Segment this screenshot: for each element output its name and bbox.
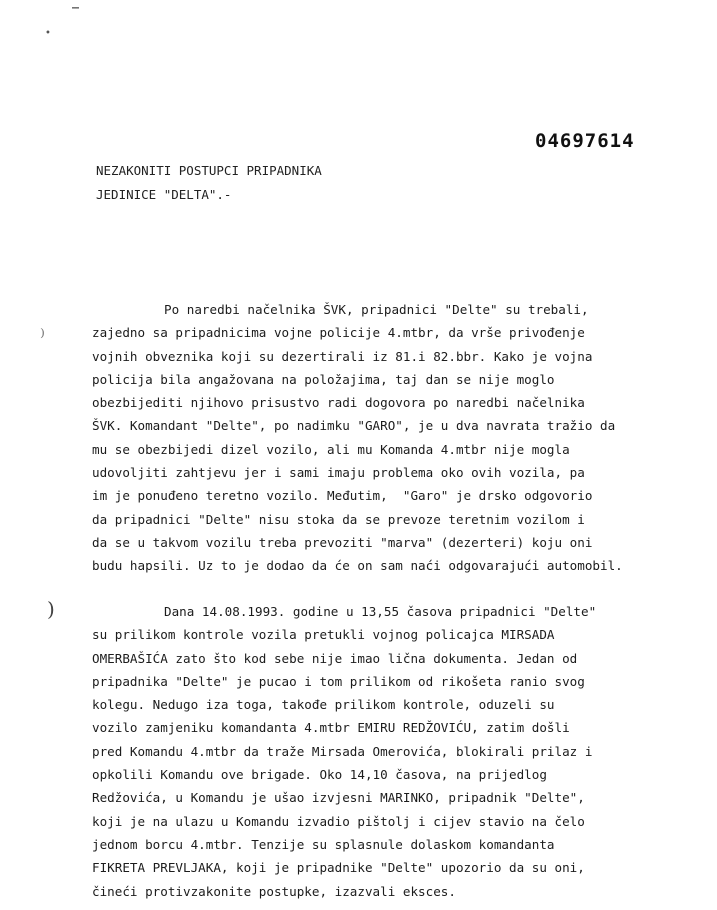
margin-handwritten-mark: ) xyxy=(47,597,55,621)
title-line-2: JEDINICE "DELTA".- xyxy=(96,187,232,202)
paragraph-line: pripadnika "Delte" je pucao i tom prilikom od rikošeta ranio svog xyxy=(92,673,585,689)
paragraph-line: budu hapsili. Uz to je dodao da će on sam naći odgovarajući automobil. xyxy=(92,558,623,574)
scan-mark-dot: • xyxy=(45,28,51,39)
paragraph-1 xyxy=(92,298,697,578)
paragraph-line: da se u takvom vozilu treba prevoziti "marva" (dezerteri) koju oni xyxy=(92,534,593,550)
document-title xyxy=(96,159,322,207)
paragraph-line: FIKRETA PREVLJAKA, koji je pripadnike "Delte" upozorio da su oni, xyxy=(92,860,585,876)
paragraph-line: im je ponuđeno teretno vozilo. Međutim, "Garo" je drsko odgovorio xyxy=(92,488,593,504)
paragraph-line: ŠVK. Komandant "Delte", po nadimku "GARO", je u dva navrata tražio da xyxy=(92,418,616,434)
paragraph-line: obezbijediti njihovo prisustvo radi dogovora po naredbi načelnika xyxy=(92,395,585,411)
paragraph-line: pred Komandu 4.mtbr da traže Mirsada Omerovića, blokirali prilaz i xyxy=(92,743,593,759)
paragraph-line: čineći protivzakonite postupke, izazvali eksces. xyxy=(92,883,456,899)
paragraph-line: udovoljiti zahtjevu jer i sami imaju problema oko ovih vozila, pa xyxy=(92,465,585,481)
paragraph-line: policija bila angažovana na položajima, taj dan se nije moglo xyxy=(92,371,555,387)
title-line-1: NEZAKONITI POSTUPCI PRIPADNIKA xyxy=(96,163,322,178)
paragraph-line: jednom borcu 4.mtbr. Tenzije su splasnule dolaskom komandanta xyxy=(92,836,555,852)
paragraph-line: opkolili Komandu ove brigade. Oko 14,10 časova, na prijedlog xyxy=(92,767,547,783)
paragraph-line: zajedno sa pripadnicima vojne policije 4.mtbr, da vrše privođenje xyxy=(92,325,585,341)
paragraph-line: da pripadnici "Delte" nisu stoka da se prevoze teretnim vozilom i xyxy=(92,511,585,527)
paragraph-line: Dana 14.08.1993. godine u 13,55 časova pripadnici "Delte" xyxy=(164,604,597,619)
paragraph-line: vozilo zamjeniku komandanta 4.mtbr EMIRU REDŽOVIĆU, zatim došli xyxy=(92,720,570,736)
paragraph-2 xyxy=(92,600,697,903)
paragraph-line: mu se obezbijedi dizel vozilo, ali mu Komanda 4.mtbr nije mogla xyxy=(92,441,570,457)
paragraph-line: kolegu. Nedugo iza toga, takođe prilikom kontrole, oduzeli su xyxy=(92,697,555,713)
paragraph-line: koji je na ulazu u Komandu izvadio pištolj i cijev stavio na čelo xyxy=(92,813,585,829)
paragraph-line: Redžovića, u Komandu je ušao izvjesni MARINKO, pripadnik "Delte", xyxy=(92,790,585,806)
paragraph-line: Po naredbi načelnika ŠVK, pripadnici "Delte" su trebali, xyxy=(164,302,589,317)
scan-mark-dash: ‾ xyxy=(72,6,79,22)
paragraph-line: OMERBAŠIĆA zato što kod sebe nije imao lična dokumenta. Jedan od xyxy=(92,650,578,666)
document-number: 04697614 xyxy=(535,130,635,152)
paragraph-line: vojnih obveznika koji su dezertirali iz 81.i 82.bbr. Kako je vojna xyxy=(92,348,593,364)
paragraph-line: su prilikom kontrole vozila pretukli vojnog policajca MIRSADA xyxy=(92,627,555,643)
margin-handwritten-mark: ⁾ xyxy=(40,324,45,348)
